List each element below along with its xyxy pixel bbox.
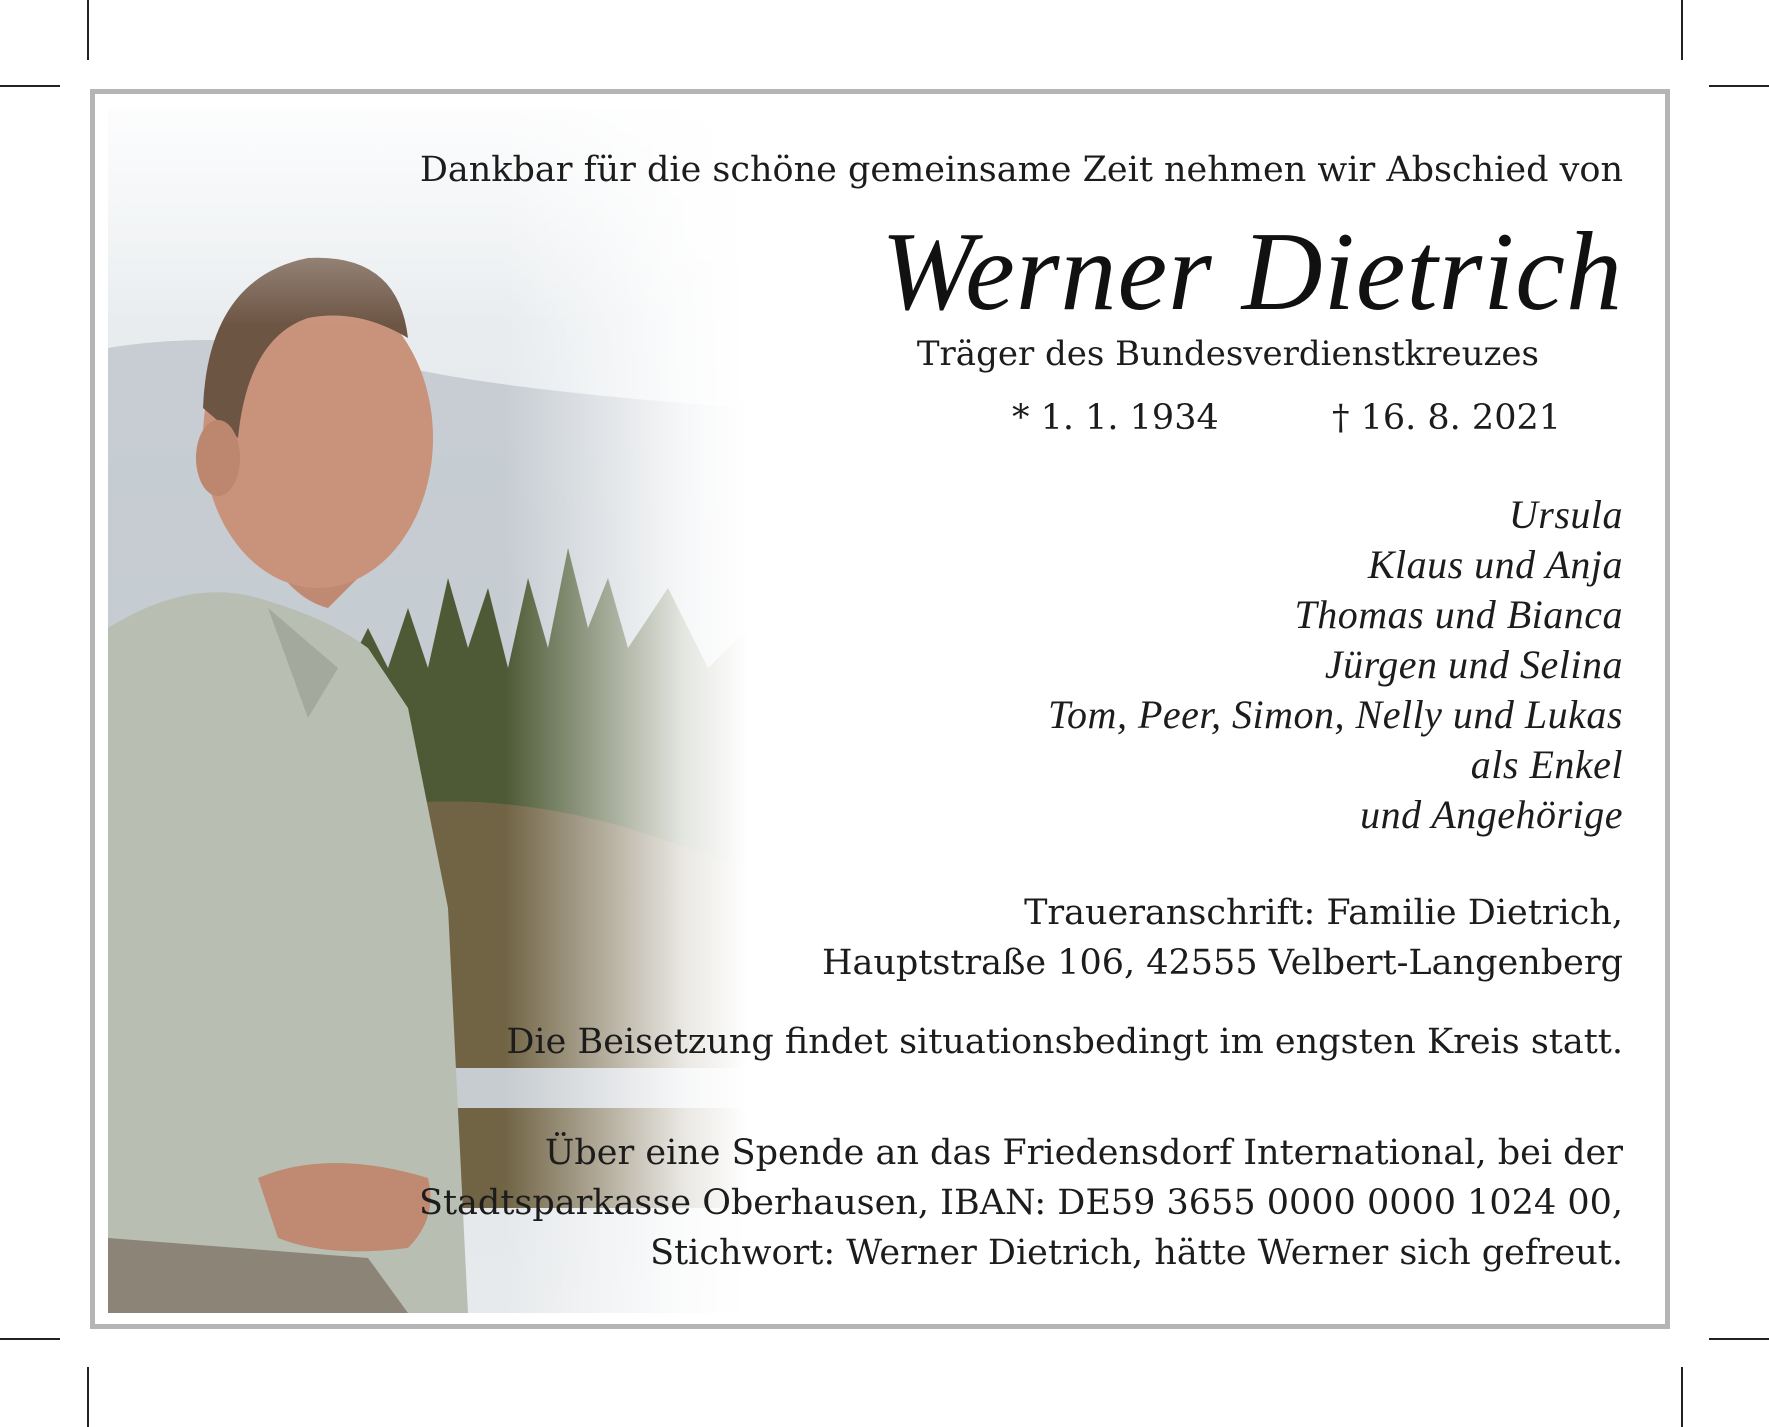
address-line: Traueranschrift: Familie Dietrich, [1024, 893, 1623, 933]
intro-text: Dankbar für die schöne gemeinsame Zeit nehmen wir Abschied von [419, 150, 1623, 190]
deceased-name: Werner Dietrich [881, 210, 1623, 334]
honor-subtitle: Träger des Bundesverdienstkreuzes [916, 334, 1539, 374]
family-member: Tom, Peer, Simon, Nelly und Lukas [1047, 692, 1623, 737]
family-member: Klaus und Anja [1367, 542, 1623, 587]
donation-line: Über eine Spende an das Friedensdorf International, bei der [544, 1133, 1623, 1173]
family-member: Jürgen und Selina [1324, 642, 1623, 687]
crop-mark [1681, 1367, 1683, 1427]
crop-mark [1709, 1338, 1769, 1340]
crop-mark [1681, 0, 1683, 60]
crop-mark [1709, 85, 1769, 87]
donation-line: Stadtsparkasse Oberhausen, IBAN: DE59 3655 0000 0000 1024 00, [419, 1183, 1623, 1223]
funeral-notice: Die Beisetzung findet situationsbedingt im engsten Kreis statt. [506, 1022, 1623, 1062]
death-date: † 16. 8. 2021 [1332, 398, 1562, 438]
mourning-address [822, 888, 1623, 988]
family-member: Thomas und Bianca [1294, 592, 1623, 637]
address-line: Hauptstraße 106, 42555 Velbert-Langenberg [821, 943, 1623, 983]
crop-mark [87, 1367, 89, 1427]
crop-mark [87, 0, 89, 60]
birth-date: * 1. 1. 1934 [1012, 398, 1219, 438]
family-list [1048, 490, 1623, 840]
family-member: und Angehörige [1360, 792, 1623, 837]
donation-line: Stichwort: Werner Dietrich, hätte Werner sich gefreut. [650, 1233, 1623, 1273]
family-member: Ursula [1508, 492, 1623, 537]
crop-mark [0, 85, 60, 87]
crop-mark [0, 1338, 60, 1340]
family-member: als Enkel [1470, 742, 1623, 787]
donation-notice [419, 1128, 1623, 1278]
